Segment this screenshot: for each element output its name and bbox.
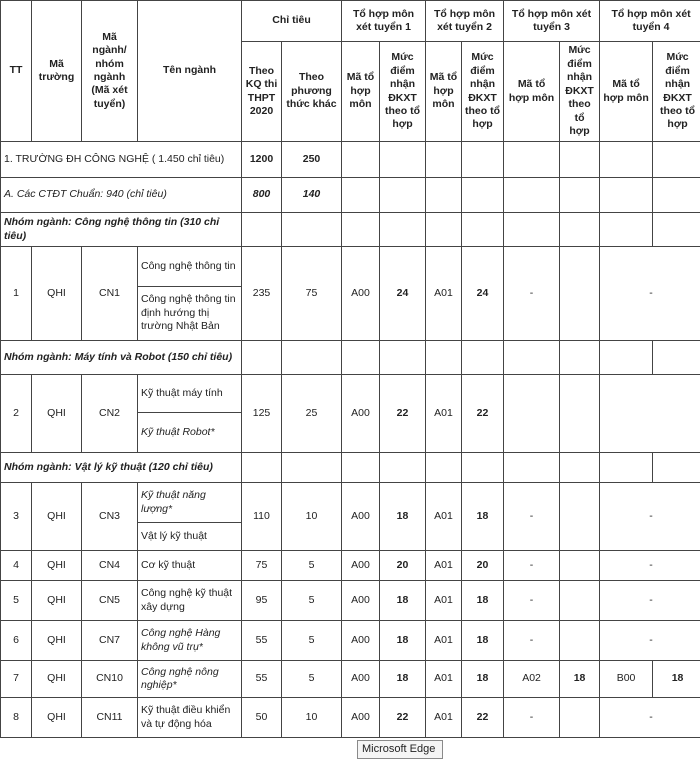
table-cell: 1 [1,247,32,341]
table-cell: CN5 [82,581,138,621]
table-cell [560,142,600,178]
header-quota: Chỉ tiêu [242,1,342,42]
header-combo-1: Tổ hợp môn xét tuyển 1 [342,1,426,42]
table-cell: 4 [1,551,32,581]
table-cell: A00 [342,247,380,341]
table-cell: A00 [342,581,380,621]
table-row [1,551,700,581]
table-cell [504,142,560,178]
table-cell [560,375,600,453]
taskbar-tooltip: Microsoft Edge [357,740,443,759]
table-cell [282,341,342,375]
table-row [1,621,700,661]
table-cell: - [600,483,700,551]
table-cell: A00 [342,483,380,551]
program-name: A. Các CTĐT Chuẩn: 940 (chỉ tiêu) [1,178,242,213]
table-cell: 22 [462,698,504,738]
major-name: Kỹ thuật Robot* [138,413,242,453]
table-cell: A01 [426,247,462,341]
table-cell: A00 [342,698,380,738]
table-row [1,483,700,523]
table-cell: - [504,483,560,551]
table-cell: 18 [462,483,504,551]
school-quota-other: 250 [282,142,342,178]
table-cell [560,581,600,621]
table-cell: 5 [282,621,342,661]
major-name: Kỹ thuật máy tính [138,375,242,413]
table-cell [426,213,462,247]
table-cell [653,213,700,247]
table-cell [560,698,600,738]
table-cell: A01 [426,551,462,581]
table-cell: 22 [380,698,426,738]
table-cell [600,341,653,375]
header-combo-code-2: Mã tổ hợp môn [426,42,462,142]
table-cell [426,341,462,375]
table-cell: A00 [342,375,380,453]
table-cell [462,213,504,247]
table-cell: CN2 [82,375,138,453]
table-cell: - [600,581,700,621]
table-cell [560,178,600,213]
table-cell: 18 [380,621,426,661]
program-quota-other: 140 [282,178,342,213]
table-cell [426,453,462,483]
table-cell: 18 [462,621,504,661]
header-combo-2: Tổ hợp môn xét tuyển 2 [426,1,504,42]
table-cell [462,178,504,213]
header-school-code: Mã trường [32,1,82,142]
table-cell: - [504,581,560,621]
table-cell [342,178,380,213]
group-title: Nhóm ngành: Vật lý kỹ thuật (120 chỉ tiêu) [1,453,242,483]
table-cell [380,178,426,213]
major-name: Công nghệ thông tin [138,247,242,287]
table-cell: QHI [32,483,82,551]
header-combo-code-3: Mã tổ hợp môn [504,42,560,142]
table-cell [242,453,282,483]
table-cell: A00 [342,621,380,661]
major-name: Công nghệ thông tin định hướng thị trường Nhật Bản [138,287,242,341]
table-cell [600,142,653,178]
table-cell: CN7 [82,621,138,661]
table-cell [504,178,560,213]
major-name: Vật lý kỹ thuật [138,523,242,551]
table-cell [380,341,426,375]
table-cell: 7 [1,661,32,698]
header-by-other: Theo phương thức khác [282,42,342,142]
table-row [1,698,700,738]
table-cell: 18 [560,661,600,698]
program-quota-exam: 800 [242,178,282,213]
table-cell: A02 [504,661,560,698]
table-cell [560,341,600,375]
table-cell: 5 [282,581,342,621]
header-score-1: Mức điểm nhận ĐKXT theo tổ hợp [380,42,426,142]
table-cell: 5 [282,661,342,698]
table-cell: - [600,621,700,661]
table-cell: 18 [462,581,504,621]
header-combo-3: Tổ hợp môn xét tuyển 3 [504,1,600,42]
header-by-exam: Theo KQ thi THPT 2020 [242,42,282,142]
table-cell: A01 [426,375,462,453]
table-cell: 20 [380,551,426,581]
table-cell: - [600,247,700,341]
table-cell [342,453,380,483]
header-combo-code-1: Mã tổ hợp môn [342,42,380,142]
table-cell: 22 [462,375,504,453]
school-name: 1. TRƯỜNG ĐH CÔNG NGHỆ ( 1.450 chỉ tiêu) [1,142,242,178]
group-title: Nhóm ngành: Máy tính và Robot (150 chỉ tiêu) [1,341,242,375]
table-cell: - [504,551,560,581]
table-cell [342,142,380,178]
table-cell: 235 [242,247,282,341]
table-cell: 5 [282,551,342,581]
table-cell: A01 [426,698,462,738]
table-cell: - [504,621,560,661]
table-cell [560,483,600,551]
table-cell: 20 [462,551,504,581]
table-cell [380,213,426,247]
group-row [1,213,700,247]
table-cell: 18 [380,483,426,551]
header-combo-4: Tổ hợp môn xét tuyển 4 [600,1,700,42]
table-cell [504,453,560,483]
table-cell: QHI [32,581,82,621]
header-major-code: Mã ngành/ nhóm ngành (Mã xét tuyển) [82,1,138,142]
table-cell [426,142,462,178]
table-cell [282,213,342,247]
table-cell: 75 [282,247,342,341]
header-score-4: Mức điểm nhận ĐKXT theo tổ hợp [653,42,700,142]
table-cell: QHI [32,375,82,453]
major-name: Công nghệ Hàng không vũ trụ* [138,621,242,661]
table-cell [342,341,380,375]
school-row [1,142,700,178]
header-score-3: Mức điểm nhận ĐKXT theo tổ hợp [560,42,600,142]
table-cell: A01 [426,621,462,661]
table-cell: 75 [242,551,282,581]
table-cell: QHI [32,621,82,661]
table-cell: 18 [653,661,700,698]
header-combo-code-4: Mã tổ hợp môn [600,42,653,142]
table-cell: 6 [1,621,32,661]
table-cell: QHI [32,661,82,698]
table-cell: A00 [342,551,380,581]
table-cell: 10 [282,483,342,551]
table-cell [600,453,653,483]
table-cell: CN10 [82,661,138,698]
major-name: Kỹ thuật điều khiển và tự động hóa [138,698,242,738]
table-cell: A01 [426,661,462,698]
table-cell [282,453,342,483]
major-name: Cơ kỹ thuật [138,551,242,581]
table-cell: 3 [1,483,32,551]
table-cell: 18 [380,661,426,698]
group-title: Nhóm ngành: Công nghệ thông tin (310 chỉ tiêu) [1,213,242,247]
table-cell: QHI [32,698,82,738]
table-row [1,375,700,413]
major-name: Công nghệ kỹ thuật xây dựng [138,581,242,621]
table-cell: 24 [380,247,426,341]
group-row [1,453,700,483]
table-cell [653,178,700,213]
table-cell: QHI [32,551,82,581]
table-cell: 50 [242,698,282,738]
table-cell [462,341,504,375]
table-cell: CN3 [82,483,138,551]
table-cell: 24 [462,247,504,341]
table-row [1,247,700,287]
table-cell [560,247,600,341]
table-cell [380,142,426,178]
table-cell: CN11 [82,698,138,738]
table-cell: CN4 [82,551,138,581]
table-cell: B00 [600,661,653,698]
table-cell [560,213,600,247]
school-quota-exam: 1200 [242,142,282,178]
table-cell [560,453,600,483]
table-row [1,661,700,698]
table-cell: - [504,698,560,738]
table-cell: 8 [1,698,32,738]
table-cell [600,375,700,453]
table-cell [242,213,282,247]
major-name: Kỹ thuật năng lượng* [138,483,242,523]
table-cell [504,375,560,453]
table-cell: 55 [242,621,282,661]
table-cell: A01 [426,483,462,551]
table-cell [462,142,504,178]
table-cell: 110 [242,483,282,551]
table-cell: 95 [242,581,282,621]
table-cell: 55 [242,661,282,698]
table-cell [560,621,600,661]
table-cell: CN1 [82,247,138,341]
table-cell [426,178,462,213]
table-cell [653,142,700,178]
header-tt: TT [1,1,32,142]
table-cell [342,213,380,247]
table-cell [600,213,653,247]
table-cell: 18 [462,661,504,698]
table-cell: QHI [32,247,82,341]
table-cell [653,341,700,375]
table-cell [600,178,653,213]
table-cell [462,453,504,483]
table-cell [560,551,600,581]
table-cell: A00 [342,661,380,698]
table-cell: 125 [242,375,282,453]
table-cell [504,213,560,247]
header-score-2: Mức điểm nhận ĐKXT theo tổ hợp [462,42,504,142]
table-cell: A01 [426,581,462,621]
table-cell: 22 [380,375,426,453]
table-cell [380,453,426,483]
program-row [1,178,700,213]
table-cell [653,453,700,483]
table-cell: - [600,698,700,738]
group-row [1,341,700,375]
table-cell: 5 [1,581,32,621]
table-cell: 10 [282,698,342,738]
table-row [1,581,700,621]
table-cell [242,341,282,375]
table-cell: - [504,247,560,341]
table-cell: 2 [1,375,32,453]
table-cell: - [600,551,700,581]
major-name: Công nghệ nông nghiệp* [138,661,242,698]
table-cell: 18 [380,581,426,621]
table-cell [504,341,560,375]
table-cell: 25 [282,375,342,453]
header-major-name: Tên ngành [138,1,242,142]
